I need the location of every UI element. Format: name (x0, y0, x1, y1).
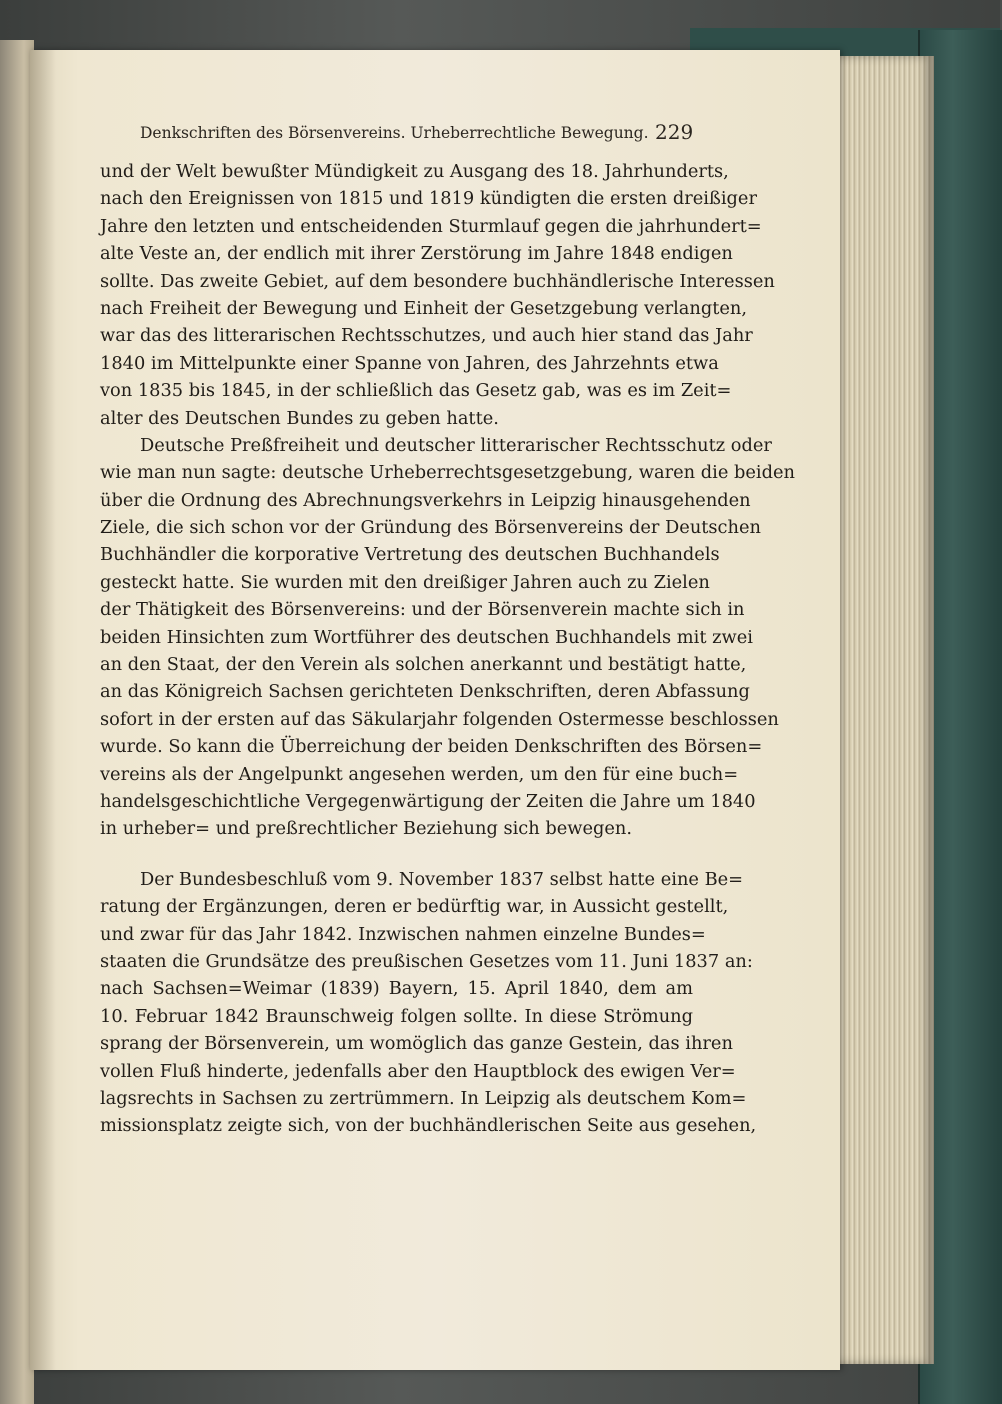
text-line: und der Welt bewußter Mündigkeit zu Ausgang des 18. Jahrhunderts, (100, 161, 729, 182)
text-line: Deutsche Preßfreiheit und deutscher litterarischer Rechtsschutz oder (140, 434, 772, 456)
facing-page-edge (0, 40, 34, 1404)
text-line: handelsgeschichtliche Vergegenwärtigung der Zeiten die Jahre um 1840 (100, 790, 756, 812)
text-line: Der Bundesbeschluß vom 9. November 1837 selbst hatte eine Be= (140, 868, 744, 890)
paragraph-1 (100, 158, 775, 432)
text-line: nach Sachsen=Weimar (1839) Bayern, 15. April 1840, dem am (100, 978, 693, 1000)
text-line: in urheber= und preßrechtlicher Beziehung sich bewegen. (100, 818, 633, 840)
text-line: beiden Hinsichten zum Wortführer des deutschen Buchhandels mit zwei (100, 626, 753, 648)
text-line: wie man nun sagte: deutsche Urheberrechtsgesetzgebung, waren die beiden (100, 462, 795, 484)
running-header: Denkschriften des Börsenvereins. Urheberrechtliche Bewegung. (140, 124, 649, 142)
text-line: vereins als der Angelpunkt angesehen werden, um den für eine buch= (100, 763, 739, 785)
gutter-shadow (30, 50, 56, 1370)
page-number: 229 (655, 120, 694, 144)
body-text (100, 158, 795, 1140)
text-line: nach Freiheit der Bewegung und Einheit der Gesetzgebung verlangten, (100, 297, 747, 319)
text-line: Ziele, die sich schon vor der Gründung des Börsenvereins der Deutschen (100, 517, 761, 539)
text-line: und zwar für das Jahr 1842. Inzwischen nahmen einzelne Bundes= (100, 923, 706, 945)
text-line: lagsrechts in Sachsen zu zertrümmern. In Leipzig als deutschem Kom= (100, 1087, 747, 1109)
text-line: über die Ordnung des Abrechnungsverkehrs in Leipzig hinausgehenden (100, 489, 751, 511)
text-line: missionsplatz zeigte sich, von der buchhändlerischen Seite aus gesehen, (100, 1115, 757, 1137)
text-line: gesteckt hatte. Sie wurden mit den dreißiger Jahren auch zu Zielen (100, 571, 710, 593)
page-block-edges (836, 56, 934, 1364)
text-line: alte Veste an, der endlich mit ihrer Zerstörung im Jahre 1848 endigen (100, 243, 733, 265)
text-line: staaten die Grundsätze des preußischen Gesetzes vom 11. Juni 1837 an: (100, 950, 753, 972)
text-line: Jahre den letzten und entscheidenden Sturmlauf gegen die jahrhundert= (100, 215, 762, 237)
paragraph-3 (100, 866, 757, 1140)
paragraph-spacer (100, 843, 693, 866)
text-line: sprang der Börsenverein, um womöglich das ganze Gestein, das ihren (100, 1033, 733, 1055)
text-line: wurde. So kann die Überreichung der beiden Denkschriften des Börsen= (100, 736, 763, 758)
text-line: von 1835 bis 1845, in der schließlich das Gesetz gab, was es im Zeit= (100, 380, 732, 402)
text-line: an den Staat, der den Verein als solchen anerkannt und bestätigt hatte, (100, 654, 747, 676)
text-line: nach den Ereignissen von 1815 und 1819 kündigten die ersten dreißiger (100, 188, 757, 210)
text-line: vollen Fluß hinderte, jedenfalls aber den Hauptblock des ewigen Ver= (100, 1060, 736, 1082)
paragraph-2 (100, 432, 795, 843)
text-line: Buchhändler die korporative Vertretung des deutschen Buchhandels (100, 544, 720, 566)
text-line: alter des Deutschen Bundes zu geben hatte. (100, 407, 499, 429)
text-line: war das des litterarischen Rechtsschutzes, und auch hier stand das Jahr (100, 325, 753, 347)
text-line: sollte. Das zweite Gebiet, auf dem besondere buchhändlerische Interessen (100, 270, 775, 292)
text-line: 1840 im Mittelpunkte einer Spanne von Jahren, des Jahrzehnts etwa (100, 352, 719, 374)
text-line: der Thätigkeit des Börsenvereins: und der Börsenverein machte sich in (100, 599, 745, 621)
text-line: ratung der Ergänzungen, deren er bedürftig war, in Aussicht gestellt, (100, 896, 729, 918)
text-line: an das Königreich Sachsen gerichteten Denkschriften, deren Abfassung (100, 681, 750, 703)
text-line: 10. Februar 1842 Braunschweig folgen sollte. In diese Strömung (100, 1005, 693, 1027)
text-line: sofort in der ersten auf das Säkularjahr folgenden Ostermesse beschlossen (100, 708, 779, 730)
